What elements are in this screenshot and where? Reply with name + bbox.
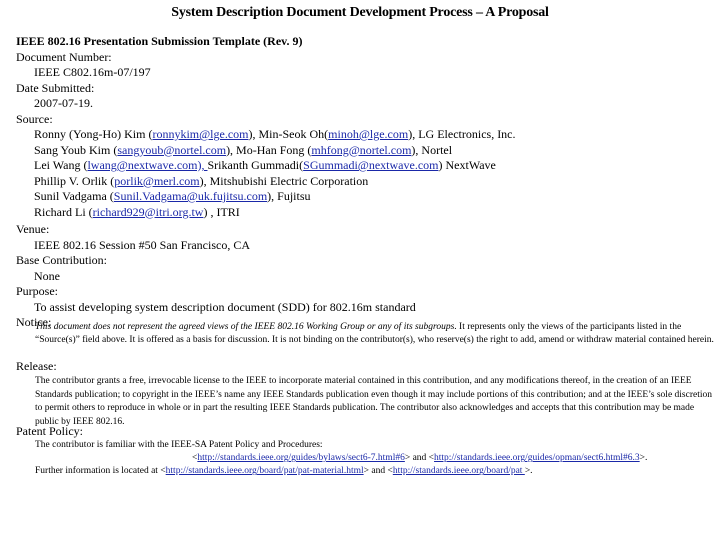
date-submitted-label: Date Submitted: bbox=[16, 80, 95, 95]
source-text: ), Min-Seok Oh( bbox=[248, 127, 329, 141]
release-text: The contributor grants a free, irrevocable license to the IEEE to incorporate material contained in this contribution, and any modifications thereof, in the creation of an IEEE Standards publication; to copyright in the IEEE’s name any IEEE Standards publication even though it may include portions of this contribution; and at the IEEE’s sole discretion to permit others to reproduce in whole or in part the resulting IEEE Standards publication. The contributor also acknowledges and accepts that this contribution may be made public by IEEE 802.16. bbox=[35, 376, 712, 427]
email-link[interactable]: Sunil.Vadgama@uk.fujitsu.com bbox=[113, 189, 268, 203]
patent-policy-line2: <http://standards.ieee.org/guides/bylaws/sect6-7.html#6> and <http://standards.ieee.org/guides/opman/sect6.html#6.3>. bbox=[192, 453, 648, 464]
base-contribution-value: None bbox=[34, 268, 60, 283]
link-end: >. bbox=[639, 453, 648, 464]
venue-value: IEEE 802.16 Session #50 San Francisco, CA bbox=[34, 237, 250, 252]
source-label: Source: bbox=[16, 111, 53, 126]
base-contribution-label: Base Contribution: bbox=[16, 253, 107, 267]
patent-policy-label: Patent Policy: bbox=[16, 424, 83, 438]
source-text: ) NextWave bbox=[438, 158, 496, 172]
notice-label: Notice: bbox=[16, 315, 52, 329]
source-text: Phillip V. Orlik ( bbox=[34, 173, 115, 188]
source-text: Sunil Vadgama ( bbox=[34, 189, 114, 203]
email-link[interactable]: porlik@merl.com bbox=[114, 173, 200, 188]
document-number-value: IEEE C802.16m-07/197 bbox=[34, 65, 151, 79]
email-link[interactable]: lwang@nextwave.com), bbox=[87, 158, 208, 172]
source-text: ), Fujitsu bbox=[267, 189, 311, 203]
purpose-label: Purpose: bbox=[16, 284, 58, 298]
source-line bbox=[16, 189, 716, 205]
release-section bbox=[16, 359, 716, 429]
source-text: Ronny (Yong-Ho) Kim ( bbox=[34, 127, 153, 141]
notice-italic: This document does not represent the agreed views of the IEEE 802.16 Working Group or any of its subgroups bbox=[35, 322, 455, 332]
notice-body: . It represents only the views of the participants listed in the “Source(s)” field above. It is offered as a basis for discussion. It is not binding on the contributor(s), who reserve(s) the right to add, amend or withdraw material contained herein. bbox=[35, 322, 714, 346]
source-line bbox=[16, 205, 716, 221]
email-link[interactable]: mhfong@nortel.com bbox=[311, 142, 412, 157]
board-pat-link[interactable]: http://standards.ieee.org/board/pat bbox=[392, 466, 525, 477]
email-link[interactable]: richard929@itri.org.tw bbox=[92, 204, 204, 219]
document-number-label: Document Number: bbox=[16, 49, 112, 64]
release-label: Release: bbox=[16, 359, 57, 373]
email-link[interactable]: sangyoub@nortel.com bbox=[117, 142, 227, 157]
pat-material-link[interactable]: http://standards.ieee.org/board/pat/pat-material.html bbox=[165, 466, 364, 477]
email-link[interactable]: ronnykim@lge.com bbox=[152, 127, 249, 141]
notice-section bbox=[16, 321, 716, 347]
email-link[interactable]: minoh@lge.com bbox=[328, 127, 409, 141]
source-text: ), Mo-Han Fong ( bbox=[226, 142, 312, 157]
further-info-text: Further information is located at < bbox=[35, 466, 166, 477]
source-text: ), LG Electronics, Inc. bbox=[408, 127, 516, 141]
header-section bbox=[16, 34, 716, 220]
page-title: System Description Document Development Process – A Proposal bbox=[171, 5, 549, 20]
template-header: IEEE 802.16 Presentation Submission Template (Rev. 9) bbox=[16, 34, 303, 48]
source-line bbox=[16, 127, 716, 143]
date-submitted-value: 2007-07-19. bbox=[34, 96, 93, 110]
source-text: Srikanth Gummadi( bbox=[207, 158, 304, 172]
email-link[interactable]: SGummadi@nextwave.com bbox=[303, 158, 439, 172]
patent-policy-line1: The contributor is familiar with the IEEE-SA Patent Policy and Procedures: bbox=[35, 440, 323, 450]
details-section bbox=[16, 222, 716, 331]
notice-text bbox=[16, 321, 715, 347]
link-separator: > and < bbox=[404, 453, 435, 464]
purpose-value: To assist developing system description document (SDD) for 802.16m standard bbox=[34, 299, 416, 314]
source-line bbox=[16, 143, 716, 159]
link-end: >. bbox=[524, 466, 533, 477]
link-separator: > and < bbox=[363, 466, 393, 477]
patent-policy-section bbox=[16, 424, 716, 479]
source-line bbox=[16, 158, 716, 174]
source-text: ), Mitshubishi Electric Corporation bbox=[199, 173, 369, 188]
source-text: Sang Youb Kim ( bbox=[34, 142, 118, 157]
opman-link[interactable]: http://standards.ieee.org/guides/opman/sect6.html#6.3 bbox=[434, 453, 640, 464]
source-line bbox=[16, 174, 716, 190]
source-text: ) , ITRI bbox=[203, 204, 240, 219]
venue-label: Venue: bbox=[16, 222, 50, 236]
source-text: Lei Wang ( bbox=[34, 158, 88, 172]
patent-policy-line3 bbox=[16, 465, 715, 478]
bylaws-link[interactable]: http://standards.ieee.org/guides/bylaws/sect6-7.html#6 bbox=[197, 453, 405, 464]
source-text: Richard Li ( bbox=[34, 204, 93, 219]
source-text: ), Nortel bbox=[411, 142, 453, 157]
